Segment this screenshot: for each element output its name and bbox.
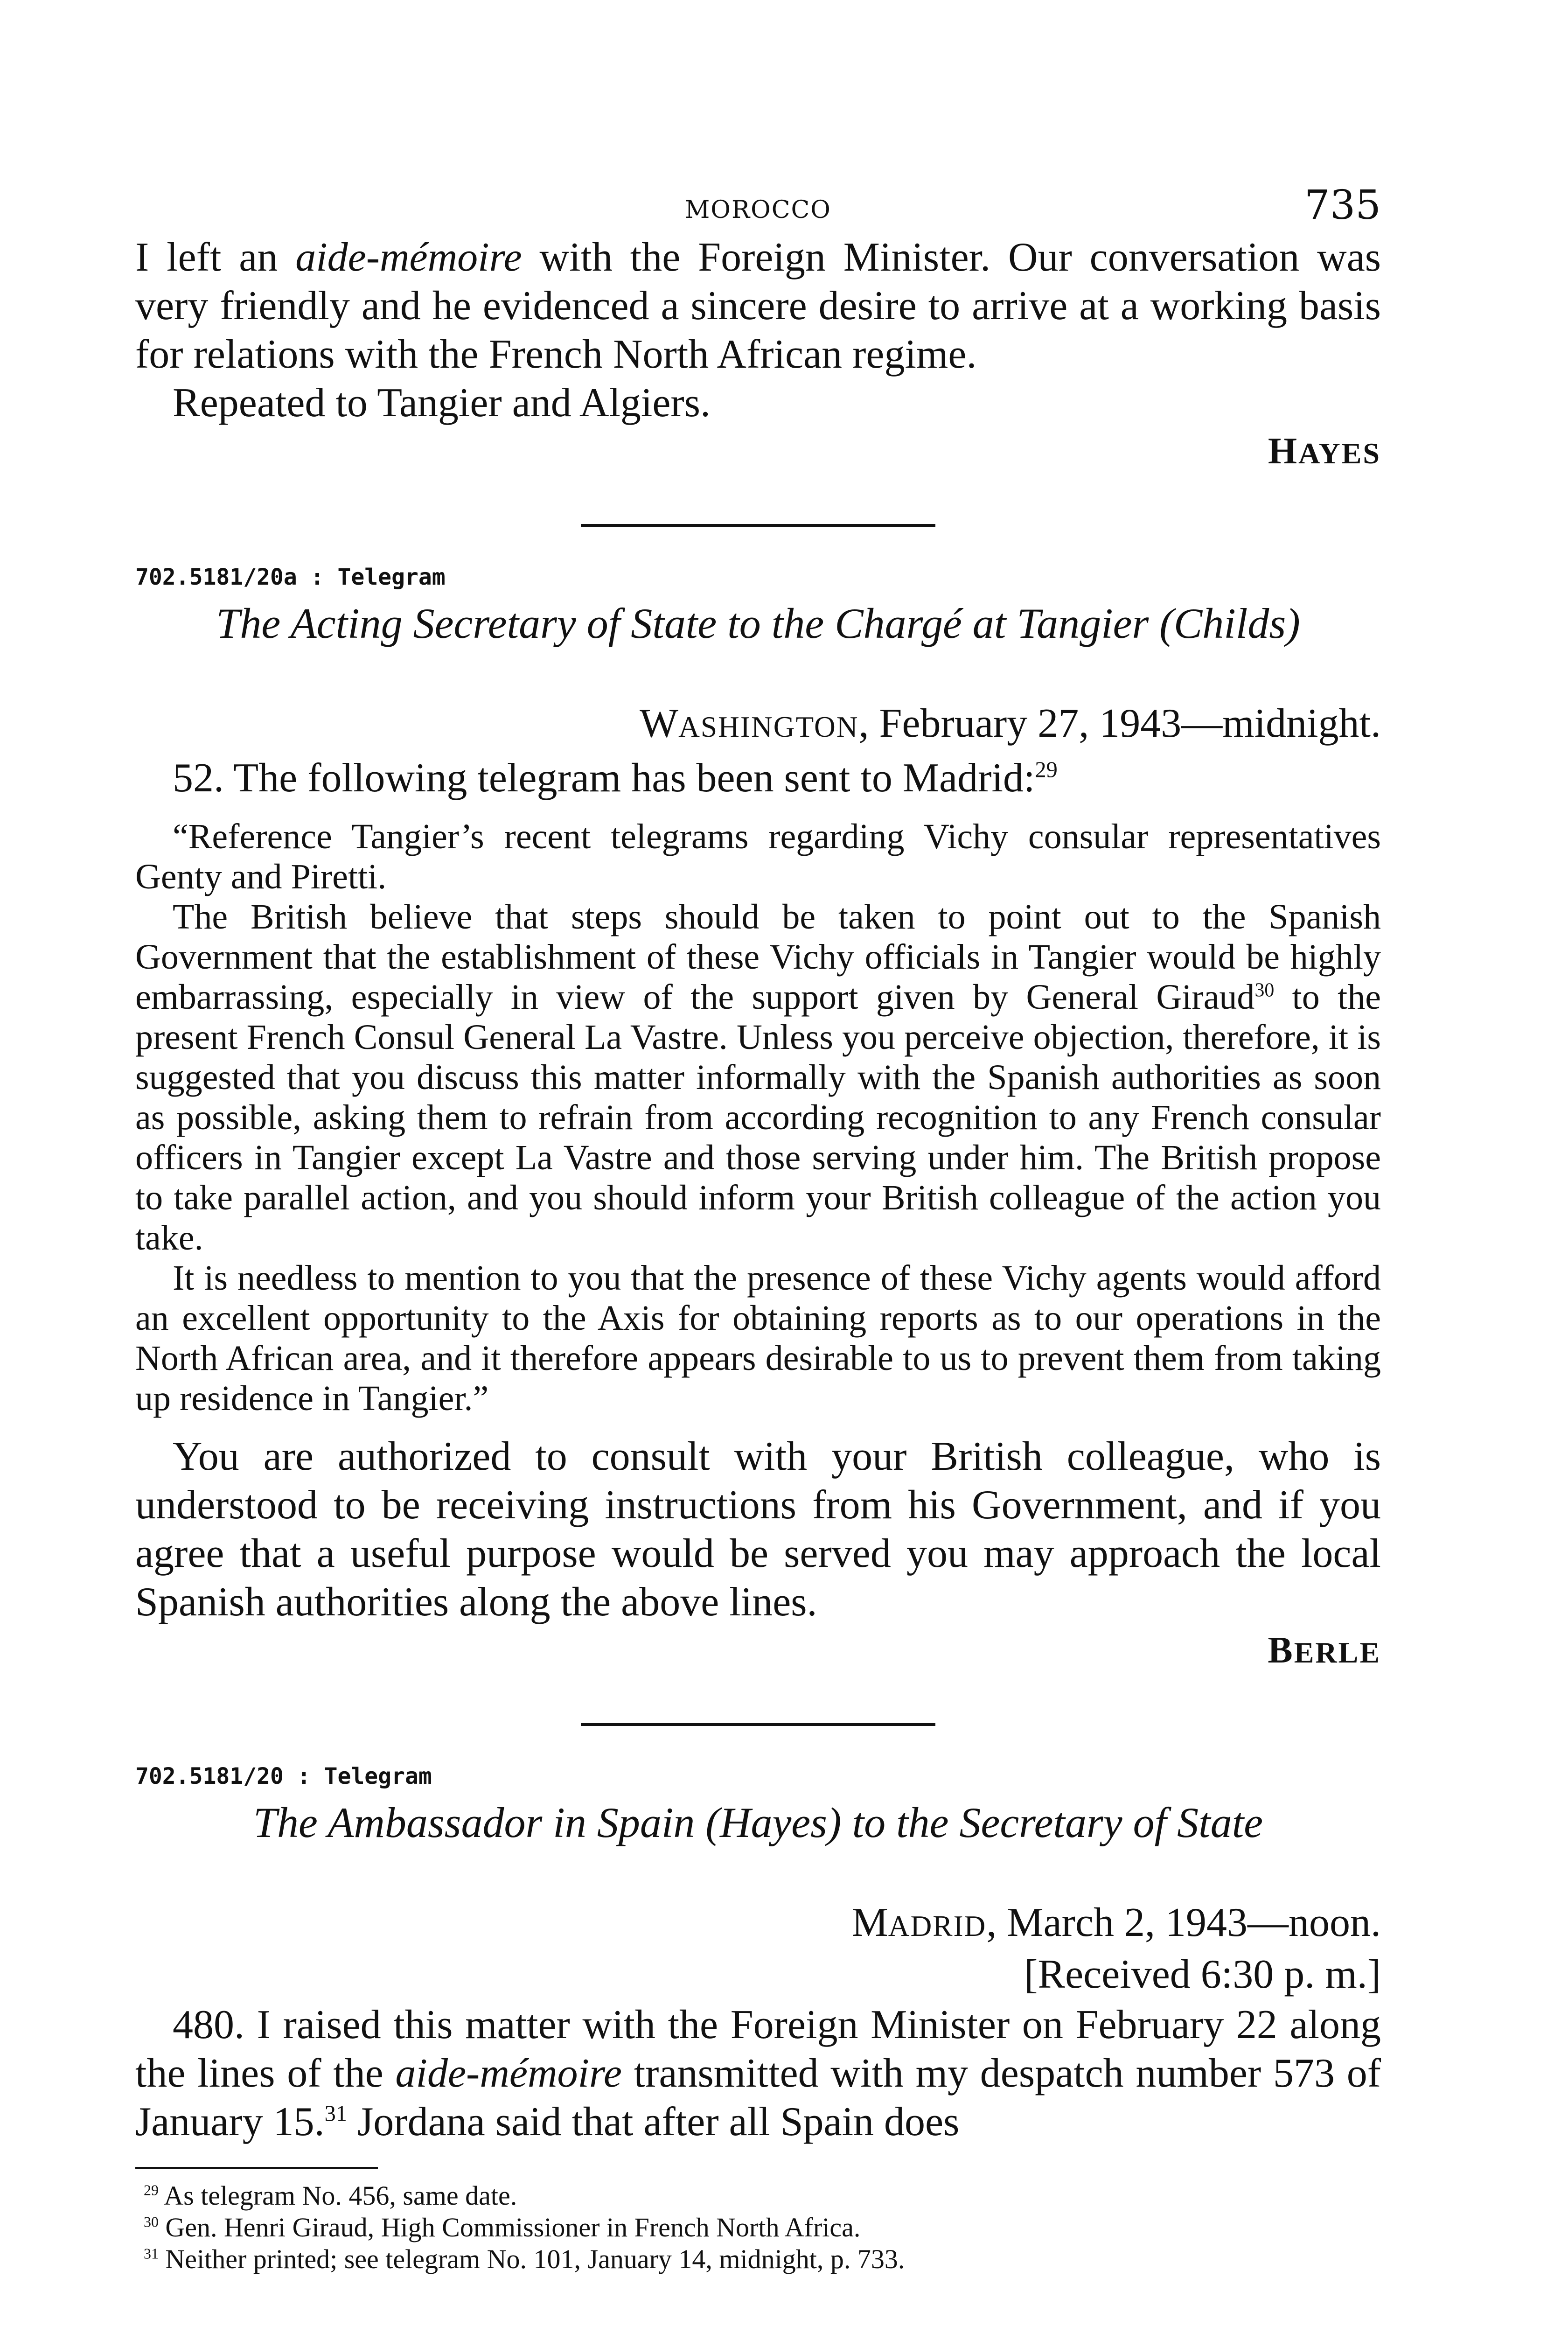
- dateline-2-place-cap: M: [851, 1900, 888, 1945]
- telegram-intro-text: 52. The following telegram has been sent to Madrid:: [173, 755, 1035, 801]
- footnote-31-number: 31: [144, 2245, 159, 2262]
- intro-text-after: with the Foreign Minister. Our conversation was very friendly and he evidenced a sincere desire to arrive at a working basis for relations with the French North African regime.: [135, 235, 1381, 377]
- footnote-divider: [135, 2167, 378, 2169]
- page-number: 735: [1304, 182, 1381, 229]
- quote-paragraph-3: It is needless to mention to you that the presence of these Vichy agents would afford an excellent opportunity to the Axis for obtaining reports as to our operations in the North African area, and it therefore appears desirable to us to prevent them from taking up residence in Tangier.”: [135, 1258, 1381, 1418]
- dateline-date: , February 27, 1943—midnight.: [858, 701, 1381, 746]
- quote-paragraph-1: “Reference Tangier’s recent telegrams regarding Vichy consular representatives Genty and Piretti.: [135, 817, 1381, 896]
- running-title: MOROCCO: [685, 196, 831, 224]
- intro-italic-term: aide-mémoire: [295, 235, 522, 280]
- footnote-31-text: Neither printed; see telegram No. 101, January 14, midnight, p. 733.: [158, 2244, 905, 2274]
- quote-paragraph-2: [135, 897, 1381, 1258]
- footnote-29-text: As telegram No. 456, same date.: [158, 2180, 517, 2211]
- file-reference-2: 702.5181/20 : Telegram: [135, 1763, 432, 1789]
- telegram-2-text-after: Jordana said that after all Spain does: [347, 2099, 960, 2144]
- signature-berle: [135, 1629, 1381, 1672]
- dateline-place-rest: ASHINGTON: [678, 711, 859, 743]
- telegram-2-paragraph: [135, 2001, 1381, 2146]
- dateline-place-cap: W: [640, 701, 679, 746]
- document-page: [135, 182, 1381, 2275]
- telegram-2-italic-term: aide-mémoire: [395, 2051, 622, 2096]
- quote-paragraph-2-before: The British believe that steps should be taken to point out to the Spanish Government that the establishment of these Vichy officials in Tangier would be highly embarrassing, especially in view of the support given by General Giraud: [135, 897, 1381, 1017]
- telegram-intro: [135, 754, 1381, 803]
- footnote-ref-30: 30: [1254, 979, 1275, 1001]
- running-head: [135, 182, 1381, 233]
- signature-berle-cap: B: [1268, 1630, 1294, 1671]
- document-title: The Acting Secretary of State to the Chargé at Tangier (Childs): [216, 600, 1300, 647]
- intro-text-before: I left an: [135, 235, 296, 280]
- signature-berle-rest: ERLE: [1294, 1636, 1381, 1669]
- repeated-note: Repeated to Tangier and Algiers.: [173, 380, 711, 426]
- dateline: [135, 699, 1381, 751]
- section-divider-2: [581, 1723, 935, 1726]
- section-divider: [581, 524, 935, 527]
- footnote-ref-29: 29: [1035, 757, 1058, 782]
- footnote-30-number: 30: [144, 2214, 159, 2230]
- closing-paragraph: You are authorized to consult with your British colleague, who is understood to be receiving instructions from his Government, and if you agree that a useful purpose would be served you may approach the local Spanish authorities along the above lines.: [135, 1434, 1381, 1625]
- file-reference: 702.5181/20a : Telegram: [135, 564, 446, 590]
- footnotes: [135, 2180, 1381, 2275]
- signature-hayes-rest: AYES: [1298, 437, 1381, 470]
- quote-paragraph-2-after: to the present French Consul General La Vastre. Unless you perceive objection, therefore, it is suggested that you discuss this matter informally with the Spanish authorities as soon as possible, asking them to refrain from according recognition to any French consular officers in Tangier except La Vastre and those serving under him. The British propose to take parallel action, and you should inform your British colleague of the action you take.: [135, 978, 1381, 1257]
- footnote-31: [144, 2243, 1381, 2275]
- footnote-ref-31: 31: [324, 2101, 348, 2126]
- received-note: [Received 6:30 p. m.]: [1024, 1952, 1381, 1997]
- footnote-29: [144, 2180, 1381, 2212]
- telegram-2-text-before: 480. I raised this matter with the Foreign Minister on February 22 along the lines of the: [135, 2002, 1381, 2096]
- dateline-2: [135, 1899, 1381, 1950]
- signature-hayes: [135, 430, 1381, 473]
- footnote-30: [144, 2212, 1381, 2243]
- intro-paragraph: [135, 233, 1381, 379]
- footnote-29-number: 29: [144, 2182, 159, 2199]
- dateline-2-place-rest: ADRID: [888, 1910, 987, 1942]
- signature-hayes-cap: H: [1268, 431, 1299, 472]
- telegram-2-text-mid: transmitted with my despatch number 573 of January 15.: [135, 2051, 1381, 2144]
- document-title-2: The Ambassador in Spain (Hayes) to the Secretary of State: [253, 1799, 1263, 1846]
- footnote-30-text: Gen. Henri Giraud, High Commissioner in French North Africa.: [158, 2212, 861, 2242]
- quoted-telegram: [135, 817, 1381, 1418]
- dateline-2-date: , March 2, 1943—noon.: [986, 1900, 1381, 1945]
